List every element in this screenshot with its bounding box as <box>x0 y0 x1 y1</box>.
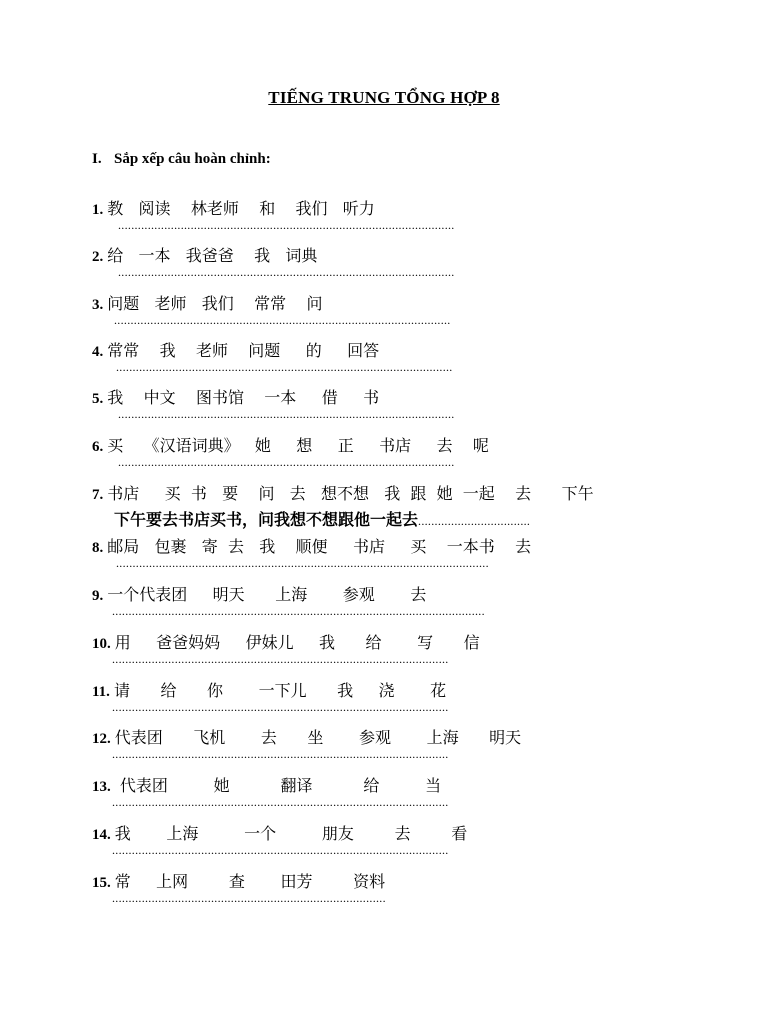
exercise-item <box>92 435 652 481</box>
exercise-item <box>92 483 652 529</box>
item-words: 买 《汉语词典》 她 想 正 书店 去 呢 <box>107 436 489 455</box>
item-number: 9. <box>92 588 104 604</box>
item-words: 代表团 她 翻译 给 当 <box>114 776 442 795</box>
answer-line[interactable]: ...................................................................................................... <box>118 407 455 421</box>
item-words: 给 一本 我爸爸 我 词典 <box>107 246 318 265</box>
answer-line[interactable]: ................................................................................................................. <box>112 604 485 618</box>
answer-line[interactable]: ................................................................................................................. <box>116 556 489 570</box>
answer-line[interactable]: ...................................................................................................... <box>112 795 449 809</box>
item-words: 我 上海 一个 朋友 去 看 <box>114 824 468 843</box>
item-number: 8. <box>92 540 104 556</box>
item-words: 书店 买 书 要 问 去 想不想 我 跟 她 一起 去 下午 <box>107 484 594 503</box>
item-number: 10. <box>92 636 111 652</box>
exercise-item <box>92 632 652 678</box>
answer-line[interactable]: ...................................................................................................... <box>118 455 455 469</box>
exercise-item <box>92 293 652 339</box>
item-words: 问题 老师 我们 常常 问 <box>107 294 323 313</box>
exercise-item <box>92 340 652 386</box>
item-words: 常 上网 查 田芳 资料 <box>114 872 386 891</box>
item-number: 11. <box>92 684 110 700</box>
item-number: 1. <box>92 202 104 218</box>
item-number: 7. <box>92 487 104 503</box>
answer-line[interactable]: ...................................................................................................... <box>112 843 449 857</box>
item-number: 5. <box>92 391 104 407</box>
item-words: 常常 我 老师 问题 的 回答 <box>107 341 380 360</box>
answer-line[interactable]: ...................................................................................................... <box>112 700 449 714</box>
item-words: 用 爸爸妈妈 伊妹儿 我 给 写 信 <box>114 633 480 652</box>
exercise-item <box>92 536 652 582</box>
answer-line[interactable]: ...................................................................................................... <box>118 265 455 279</box>
exercise-item <box>92 727 652 773</box>
item-words: 邮局 包裹 寄 去 我 顺便 书店 买 一本书 去 <box>107 537 532 556</box>
answer-line[interactable]: ...................................................................................................... <box>118 218 455 232</box>
exercise-item <box>92 775 652 821</box>
item-words: 代表团 飞机 去 坐 参观 上海 明天 <box>114 728 522 747</box>
item-number: 14. <box>92 827 111 843</box>
page-title: TIẾNG TRUNG TỔNG HỢP 8 <box>268 88 500 107</box>
answer-line[interactable]: ...................................................................................................... <box>112 652 449 666</box>
item-number: 13. <box>92 779 111 795</box>
item-number: 4. <box>92 344 104 360</box>
exercise-item <box>92 387 652 433</box>
section-heading <box>92 151 271 168</box>
answer-text: 下午要去书店买书，问我想不想跟他一起去 <box>114 510 419 529</box>
item-number: 15. <box>92 875 111 891</box>
answer-line: .................................. <box>418 514 531 528</box>
section-heading-text: Sắp xếp câu hoàn chỉnh: <box>114 151 271 167</box>
item-words: 请 给 你 一下儿 我 浇 花 <box>113 681 447 700</box>
exercise-item <box>92 823 652 869</box>
exercise-item <box>92 871 652 917</box>
item-number: 3. <box>92 297 104 313</box>
answer-line[interactable]: ................................................................................... <box>112 891 386 905</box>
answer-line[interactable]: ...................................................................................................... <box>114 313 451 327</box>
item-words: 一个代表团 明天 上海 参观 去 <box>107 585 427 604</box>
exercise-item <box>92 584 652 630</box>
item-words: 教 阅读 林老师 和 我们 听力 <box>107 199 375 218</box>
exercise-item <box>92 245 652 291</box>
item-number: 6. <box>92 439 104 455</box>
exercise-item <box>92 680 652 726</box>
answer-line[interactable]: ...................................................................................................... <box>112 747 449 761</box>
section-number: I. <box>92 151 102 167</box>
item-number: 2. <box>92 249 104 265</box>
item-words: 我 中文 图书馆 一本 借 书 <box>107 388 380 407</box>
exercise-item <box>92 198 652 244</box>
filled-answer[interactable] <box>114 507 530 530</box>
answer-line[interactable]: ...................................................................................................... <box>116 360 453 374</box>
item-number: 12. <box>92 731 111 747</box>
